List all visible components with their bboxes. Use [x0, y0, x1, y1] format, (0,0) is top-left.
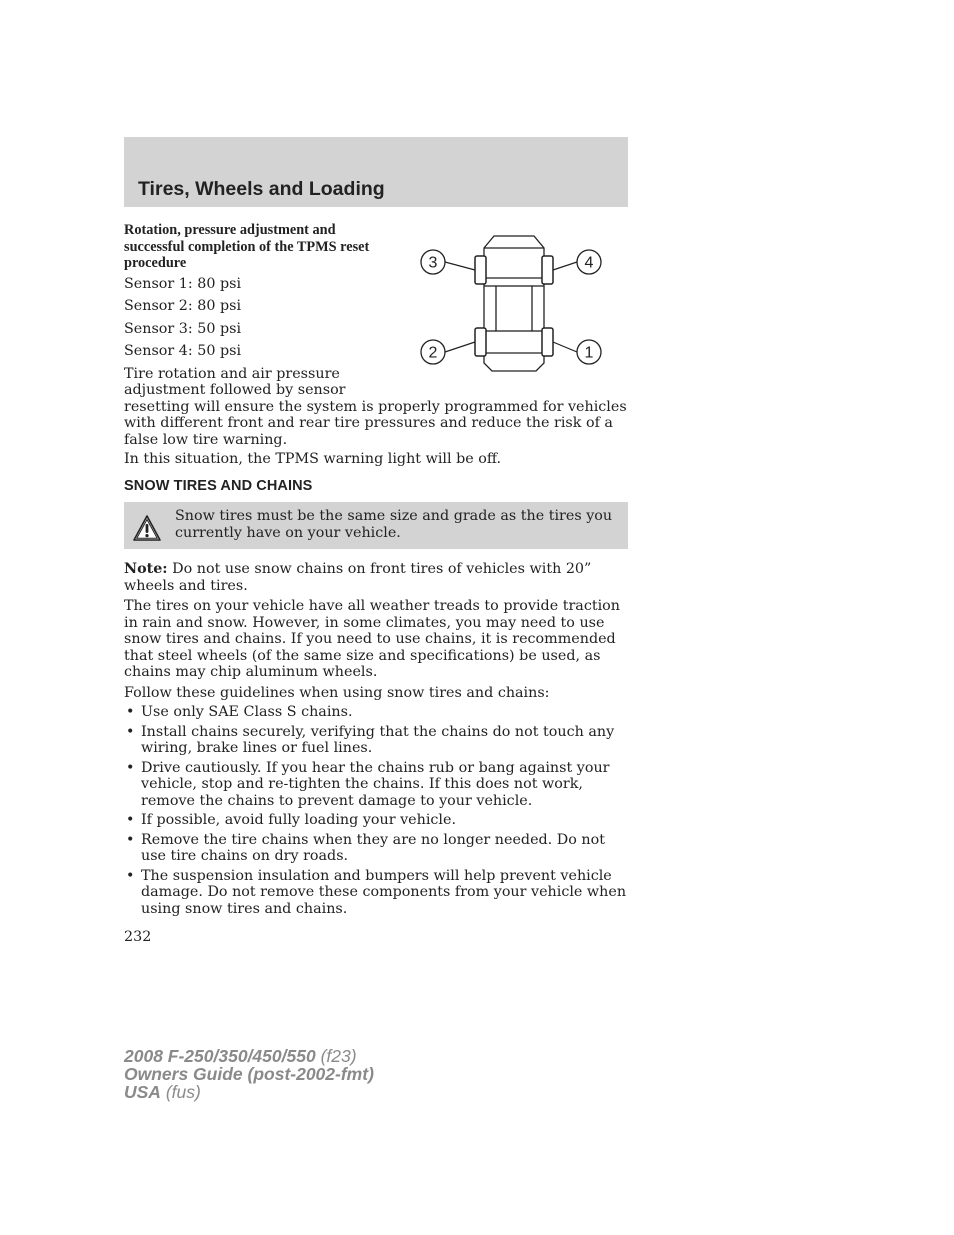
sensor-3-pressure: Sensor 3: 50 psi [124, 320, 242, 337]
footer-line-1 [124, 1047, 374, 1065]
callout-label-4: 4 [584, 254, 594, 272]
callout-line-1 [553, 342, 577, 352]
vehicle-cab-window [496, 286, 532, 331]
list-item: • Use only SAE Class S chains. [124, 704, 628, 721]
tire-sensor-diagram [414, 228, 614, 378]
callout-line-4 [553, 262, 577, 270]
page-number: 232 [124, 929, 152, 945]
note-label: Note: [124, 561, 168, 577]
tire-rear-right [542, 328, 553, 356]
footer-line-2 [124, 1065, 374, 1083]
header-band [124, 137, 628, 207]
guidelines-intro: Follow these guidelines when using snow tires and chains: [124, 684, 550, 701]
chains-note [124, 561, 628, 594]
list-item: • Drive cautiously. If you hear the chains rub or bang against your vehicle, stop and re-tighten the chains. If this does not work, remove the chains to prevent damage to your vehicle. [124, 760, 628, 810]
document-footer [124, 1047, 374, 1101]
footer-model-code: (f23) [315, 1046, 357, 1066]
warning-triangle-icon [132, 514, 162, 542]
sensor-4-pressure: Sensor 4: 50 psi [124, 343, 242, 359]
list-item: • Remove the tire chains when they are no longer needed. Do not use tire chains on dry roads. [124, 832, 628, 865]
all-weather-paragraph: The tires on your vehicle have all weather treads to provide traction in rain and snow. However, in some climates, you may need to use snow tires and chains. If you need to use chains, it is recommended that steel wheels (of the same size and specifications) be used, as chains may chip aluminum wheels. [124, 598, 620, 680]
guidelines-list [124, 704, 628, 917]
tpms-light-note: In this situation, the TPMS warning light will be off. [124, 451, 502, 467]
tire-rear-left [475, 328, 486, 356]
footer-guide: Owners Guide (post-2002-fmt) [124, 1064, 374, 1084]
snow-tires-heading: SNOW TIRES AND CHAINS [124, 477, 313, 494]
note-text: Do not use snow chains on front tires of vehicles with 20” wheels and tires. [124, 561, 592, 594]
sensor-1-pressure: Sensor 1: 80 psi [124, 275, 242, 292]
callout-line-3 [445, 262, 475, 270]
list-item: • If possible, avoid fully loading your vehicle. [124, 812, 628, 829]
footer-line-3 [124, 1083, 374, 1101]
tpms-heading: Rotation, pressure adjustment and successful completion of the TPMS reset procedure [124, 222, 370, 271]
footer-market: USA [124, 1082, 161, 1102]
footer-market-code: (fus) [160, 1082, 201, 1102]
callout-label-3: 3 [428, 254, 438, 272]
tpms-intro-section [124, 222, 628, 468]
vehicle-outline [484, 236, 544, 371]
callout-label-1: 1 [584, 344, 594, 362]
warning-box [124, 502, 628, 549]
tpms-paragraph-start: Tire rotation and air pressure adjustment followed by sensor [124, 365, 346, 398]
list-item: • The suspension insulation and bumpers will help prevent vehicle damage. Do not remove these components from your vehicle when using snow tires and chains. [124, 868, 628, 918]
tire-front-right [542, 256, 553, 284]
main-content [124, 222, 628, 946]
tpms-paragraph-rest: resetting will ensure the system is properly programmed for vehicles with different front and rear tire pressures and reduce the risk of a false low tire warning. [124, 398, 627, 448]
callout-line-2 [445, 342, 475, 352]
footer-model: 2008 F-250/350/450/550 [124, 1046, 316, 1066]
callout-label-2: 2 [428, 344, 438, 362]
warning-text: Snow tires must be the same size and grade as the tires you currently have on your vehicle. [175, 508, 613, 541]
sensor-2-pressure: Sensor 2: 80 psi [124, 298, 242, 314]
tire-front-left [475, 256, 486, 284]
page-title: Tires, Wheels and Loading [138, 178, 385, 200]
list-item: • Install chains securely, verifying that the chains do not touch any wiring, brake lines or fuel lines. [124, 724, 628, 757]
